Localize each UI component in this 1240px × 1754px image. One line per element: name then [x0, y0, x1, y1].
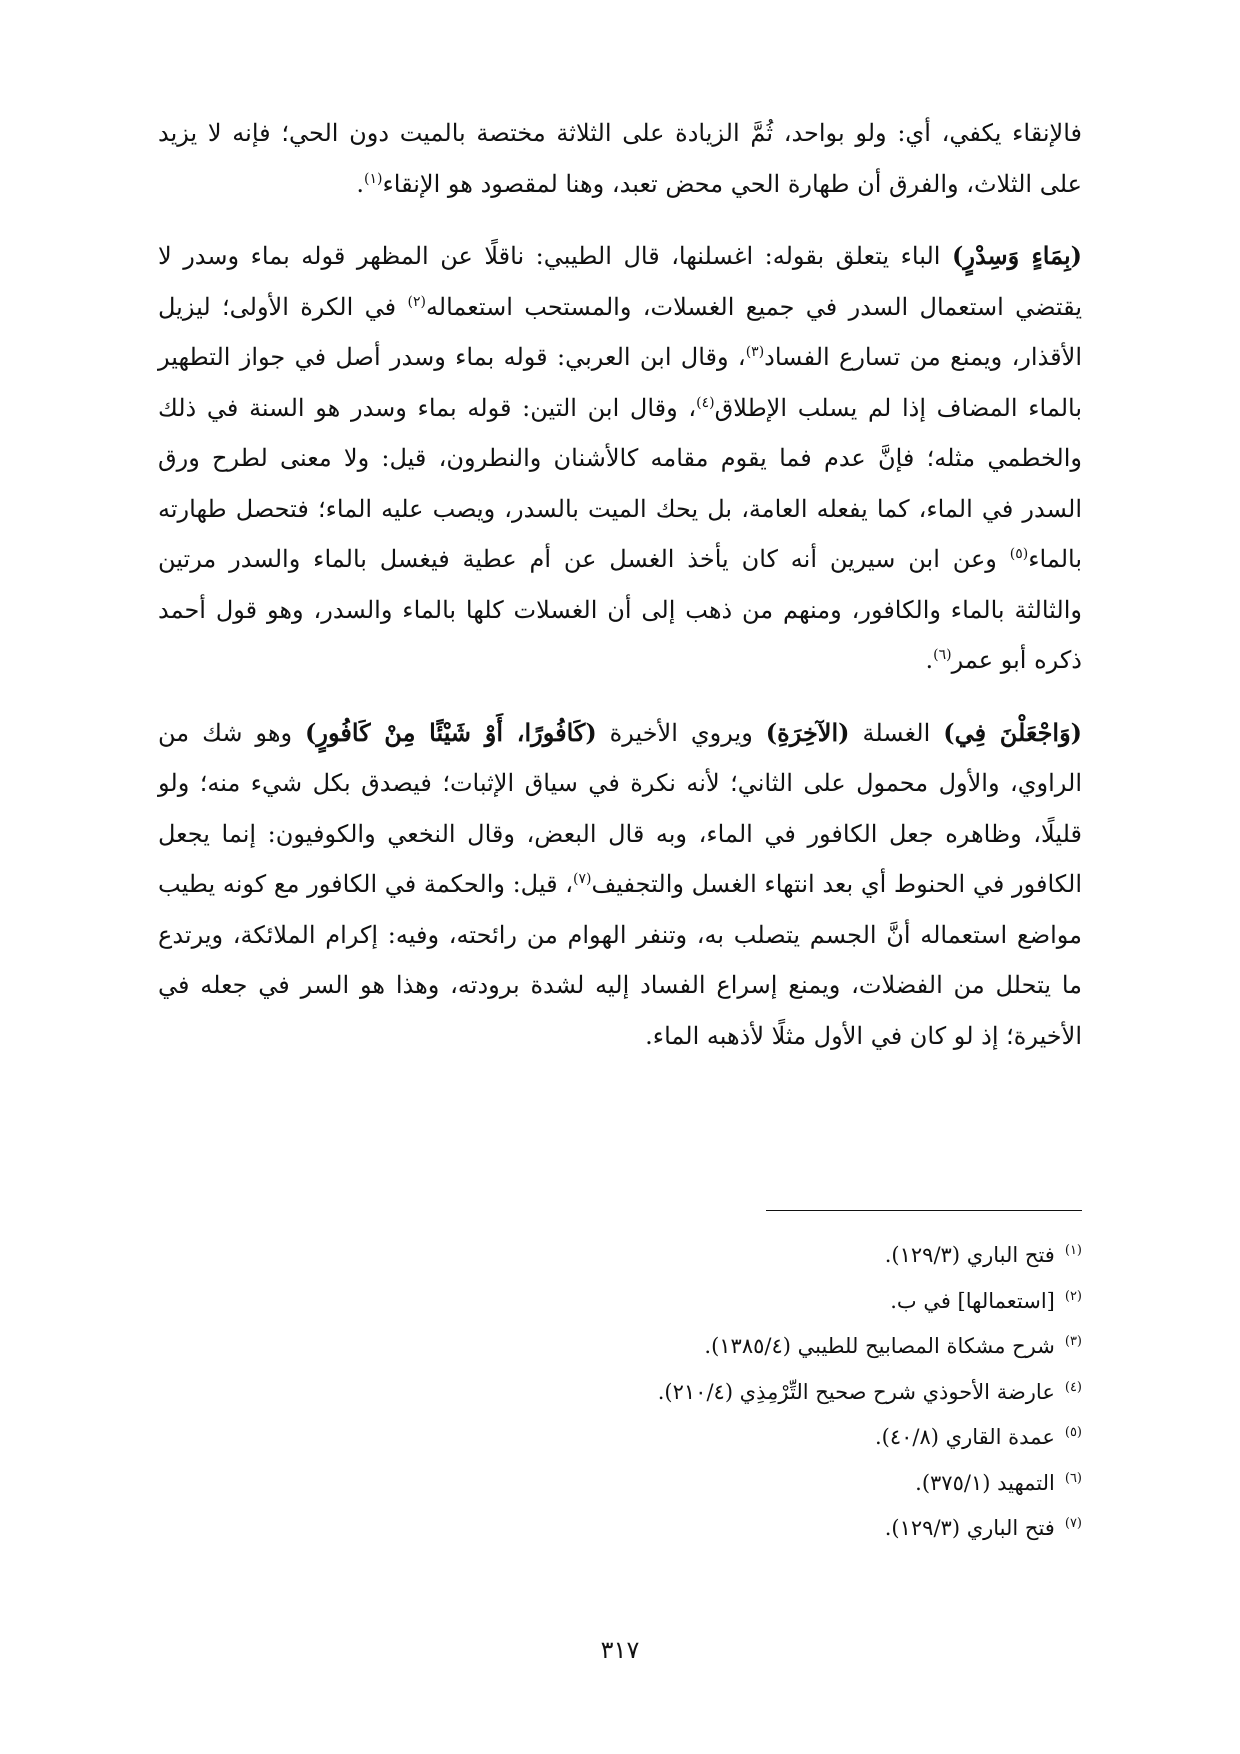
footnote-text: [استعمالها] في ب. — [890, 1288, 1055, 1313]
text-segment: . — [925, 646, 934, 674]
footnote — [382, 1506, 1082, 1552]
footnote-number: (٤) — [1064, 1379, 1082, 1395]
footnote-divider — [766, 1210, 1082, 1211]
footnote-reference: (٤) — [696, 394, 715, 411]
page-number: ٣١٧ — [600, 1636, 640, 1664]
footnote-number: (١) — [1064, 1243, 1082, 1258]
footnote — [382, 1233, 1082, 1279]
footnote-text: عمدة القاري (٤٠/٨). — [874, 1425, 1055, 1449]
paragraph — [158, 108, 1082, 209]
footnote-reference: (١) — [364, 170, 383, 187]
footnote-text: فتح الباري (١٢٩/٣). — [884, 1243, 1055, 1267]
text-segment: فالإنقاء يكفي، أي: ولو بواحد، ثُمَّ الزيادة على الثلاثة مختصة بالميت دون الحي؛ فإنه لا يزيد على الثلاث، والفرق أن طهارة الحي محض تعبد، وهنا لمقصود هو الإنقاء — [158, 119, 1082, 198]
footnote-number: (٢) — [1064, 1288, 1082, 1304]
text-segment: وعن ابن سيرين أنه كان يأخذ الغسل عن أم عطية فيغسل بالماء والسدر مرتين والثالثة بالماء والكافور، ومنهم من ذهب إلى أن الغسلات كلها بالماء والسدر، وهو قول أحمد ذكره أبو عمر — [158, 545, 1082, 674]
text-segment: الغسلة — [849, 718, 944, 747]
footnote — [382, 1324, 1082, 1370]
footnote-text: فتح الباري (١٢٩/٣). — [884, 1516, 1055, 1540]
footnote-number: (٧) — [1064, 1516, 1082, 1531]
footnote-reference: (٥) — [1009, 546, 1029, 562]
footnote-number: (٥) — [1064, 1425, 1082, 1440]
footnote-text: التمهيد (٣٧٥/١). — [915, 1470, 1055, 1495]
text-segment: وهو شك من الراوي، والأول محمول على الثاني؛ لأنه نكرة في سياق الإثبات؛ فيصدق بكل شيء منه؛ ولو قليلًا، وظاهره جعل الكافور في الماء، وبه قال البعض، وقال النخعي والكوفيون: إنما يجعل الكافور في الحنوط أي بعد انتهاء الغسل والتجفيف — [158, 718, 1083, 898]
hadith-quote: (الآخِرَةِ) — [765, 717, 850, 747]
paragraph — [158, 708, 1082, 1062]
footnotes — [382, 1233, 1082, 1552]
text-segment: في الكرة الأولى؛ ليزيل الأقذار، ويمنع من تسارع الفساد — [158, 292, 1082, 371]
footnote-reference: (٧) — [572, 871, 592, 887]
footnote-number: (٣) — [1064, 1334, 1082, 1349]
footnote — [382, 1461, 1082, 1507]
text-segment: ، وقال ابن التين: قوله بماء وسدر هو السنة في ذلك والخطمي مثله؛ فإنَّ عدم فما يقوم مقامه كالأشنان والنطرون، قيل: ولا معنى لطرح ورق السدر في الماء، كما يفعله العامة، بل يحك الميت بالسدر، ويصب عليه الماء؛ فتحصل طهارته بالماء — [158, 393, 1083, 573]
text-segment: ، قيل: والحكمة في الكافور مع كونه يطيب مواضع استعماله أنَّ الجسم يتصلب به، وتنفر الهوام من رائحته، وفيه: إكرام الملائكة، ويرتدع ما يتحلل من الفضلات، ويمنع إسراع الفساد إليه لشدة برودته، وهذا هو السر في جعله في الأخيرة؛ إذ لو كان في الأول مثلًا لأذهبه الماء. — [158, 870, 1082, 1050]
paragraph — [158, 231, 1082, 686]
footnote — [382, 1279, 1082, 1325]
footnote-reference: (٢) — [407, 293, 426, 310]
footnote-reference: (٦) — [933, 647, 952, 663]
hadith-quote: (بِمَاءٍ وَسِدْرٍ) — [952, 241, 1083, 270]
footnote-text: عارضة الأحوذي شرح صحيح التِّرْمِذِي (٢١٠/٤). — [657, 1379, 1055, 1404]
footnote-reference: (٣) — [745, 344, 765, 360]
footnote — [382, 1370, 1082, 1416]
text-segment: ، وقال ابن العربي: قوله بماء وسدر أصل في جواز التطهير بالماء المضاف إذا لم يسلب الإطلاق — [158, 343, 1082, 422]
hadith-quote: (كَافُورًا، أَوْ شَيْئًا مِنْ كَافُورٍ) — [305, 717, 597, 747]
text-segment: . — [356, 169, 365, 198]
hadith-quote: (وَاجْعَلْنَ فِي) — [943, 717, 1083, 747]
footnote — [382, 1415, 1082, 1461]
footnote-text: شرح مشكاة المصابيح للطيبي (١٣٨٥/٤). — [704, 1334, 1055, 1358]
text-segment: ويروي الأخيرة — [596, 718, 766, 747]
text-segment: الباء يتعلق بقوله: اغسلنها، قال الطيبي: ناقلًا عن المظهر قوله بماء وسدر لا يقتضي استعمال السدر في جميع الغسلات، والمستحب استعماله — [158, 242, 1082, 321]
main-text — [158, 108, 1082, 1083]
footnote-number: (٦) — [1064, 1470, 1082, 1486]
